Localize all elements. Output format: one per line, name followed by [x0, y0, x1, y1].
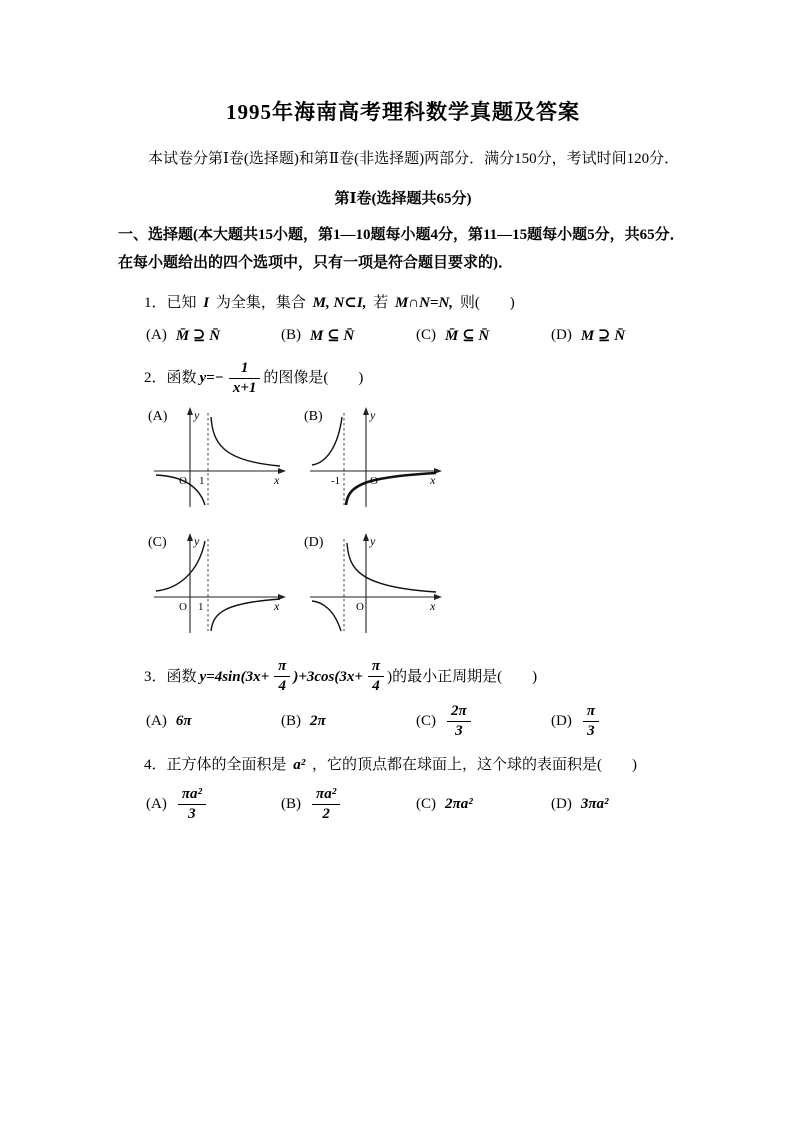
q4-option-a-den: 3 [188, 806, 196, 822]
graph-c-label: (C) [148, 535, 167, 551]
graph-b-label: (B) [304, 409, 323, 425]
q3-options [146, 702, 688, 741]
q3-text-2: )的最小正周期是( ) [387, 668, 538, 685]
q2-stem [144, 359, 688, 398]
q3-option-a [146, 713, 281, 730]
q1-option-c [416, 326, 551, 345]
q1-options [146, 323, 688, 349]
q3-fraction-1 [274, 657, 290, 696]
q1-option-c-value: M̄ ⊆ N̄ [445, 328, 490, 345]
q2-expr-pre: y=− [199, 370, 224, 386]
q3-fraction-1-den: 4 [278, 678, 286, 694]
q3-option-c-num: 2π [447, 702, 471, 722]
q2-fraction-num: 1 [229, 359, 261, 379]
q4-option-b-label: (B) [281, 796, 301, 812]
q3-option-d-fraction [583, 702, 599, 741]
question-1 [118, 290, 688, 349]
part1-header: 第Ⅰ卷(选择题共65分) [334, 190, 472, 207]
q4-option-d [551, 796, 609, 813]
q4-text-2: ，它的顶点都在球面上，这个球的表面积是( ) [312, 757, 638, 774]
section1-instructions: 一、选择题(本大题共15小题，第1—10题每小题4分，第11—15题每小题5分，共65分．在每小题给出的四个选项中，只有一项是符合题目要求的)． [118, 226, 685, 272]
svg-text:x: x [274, 473, 280, 488]
svg-text:x: x [274, 599, 280, 614]
q3-option-a-label: (A) [146, 712, 167, 729]
q3-option-d-den: 3 [587, 722, 595, 739]
q1-text-2: 为全集，集合 [215, 294, 306, 311]
q1-math-2: M, N⊂I, [312, 294, 367, 311]
graph-c-plot [148, 531, 294, 643]
q2-text-2: 的图像是( ) [263, 370, 364, 386]
svg-text:1: 1 [199, 475, 205, 488]
q4-option-d-value: 3πa² [580, 796, 609, 812]
svg-text:x: x [430, 473, 436, 488]
question-4 [118, 752, 688, 824]
q4-option-d-label: (D) [551, 796, 572, 812]
doc-title: 1995年海南高考理科数学真题及答案 [226, 100, 580, 124]
svg-text:O: O [370, 475, 378, 488]
svg-text:y: y [370, 408, 376, 423]
q3-option-b-label: (B) [281, 712, 301, 729]
q1-option-a [146, 326, 281, 345]
graph-b-plot [304, 405, 450, 517]
graph-panel-b [304, 405, 450, 517]
q2-answer-graphs [148, 405, 688, 643]
graph-panel-a [148, 405, 294, 517]
q4-option-a-fraction [178, 785, 206, 824]
q3-fraction-2-den: 4 [372, 678, 380, 694]
svg-text:O: O [179, 601, 187, 614]
q4-option-a-num: πa² [178, 785, 206, 805]
graph-row-2 [148, 531, 688, 643]
q3-fraction-1-num: π [274, 657, 290, 677]
q1-option-a-label: (A) [146, 327, 167, 344]
q4-option-b-fraction [312, 785, 340, 824]
q3-stem [144, 657, 688, 696]
q3-fraction-2-num: π [368, 657, 384, 677]
svg-text:x: x [430, 599, 436, 614]
q3-math-2: )+3cos(3x+ [293, 668, 363, 685]
q1-text-4: 则( ) [459, 294, 515, 311]
svg-text:O: O [356, 601, 364, 614]
q3-option-d-num: π [583, 702, 599, 722]
question-3 [118, 657, 688, 740]
q3-option-c-label: (C) [416, 712, 436, 729]
q3-option-d [551, 702, 601, 741]
q3-option-c [416, 702, 551, 741]
q4-option-c [416, 796, 551, 813]
graph-panel-c [148, 531, 294, 643]
q1-math-3: M∩N=N, [394, 294, 454, 311]
q1-text-3: 若 [373, 294, 389, 311]
q4-option-a [146, 785, 281, 824]
svg-text:y: y [370, 534, 376, 549]
q2-fraction-den: x+1 [232, 379, 257, 396]
q4-stem [144, 752, 688, 779]
q1-option-b [281, 326, 416, 345]
graph-panel-d [304, 531, 450, 643]
q2-text-1: 2．函数 [144, 370, 197, 386]
svg-text:y: y [194, 408, 200, 423]
graph-row-1 [148, 405, 688, 517]
q3-option-c-fraction [447, 702, 471, 741]
q1-option-b-value: M ⊆ N̄ [310, 328, 355, 345]
q3-text-1: 3．函数 [144, 668, 197, 685]
q1-math-1: I [203, 294, 210, 311]
svg-text:y: y [194, 534, 200, 549]
q1-option-a-value: M̄ ⊇ N̄ [175, 328, 221, 345]
q1-option-c-label: (C) [416, 327, 436, 344]
q3-option-c-den: 3 [455, 722, 463, 739]
q3-option-b-value: 2π [310, 712, 326, 729]
q4-text-1: 4．正方体的全面积是 [144, 757, 287, 774]
q4-option-b-den: 2 [322, 806, 330, 822]
q4-option-c-label: (C) [416, 796, 436, 812]
q3-fraction-2 [368, 657, 384, 696]
q3-option-b [281, 713, 416, 730]
intro-paragraph: 本试卷分第Ⅰ卷(选择题)和第Ⅱ卷(非选择题)两部分．满分150分，考试时间120分． [148, 151, 680, 167]
graph-a-label: (A) [148, 409, 168, 425]
q3-math-1: y=4sin(3x+ [199, 668, 270, 685]
q4-option-a-label: (A) [146, 796, 167, 812]
q4-option-b [281, 785, 416, 824]
svg-text:1: 1 [198, 601, 204, 614]
svg-text:O: O [179, 475, 187, 488]
q1-stem [144, 290, 688, 317]
q3-option-a-value: 6π [175, 712, 192, 729]
q1-option-d-value: M ⊇ N̄ [580, 328, 626, 345]
question-2 [118, 359, 688, 644]
graph-d-plot [304, 531, 450, 643]
graph-a-plot [148, 405, 294, 517]
q1-option-b-label: (B) [281, 327, 301, 344]
q4-option-b-num: πa² [312, 785, 340, 805]
graph-d-label: (D) [304, 535, 324, 551]
q2-fraction [229, 359, 261, 398]
q3-option-d-label: (D) [551, 712, 572, 729]
q1-text-1: 1．已知 [144, 294, 197, 311]
svg-text:-1: -1 [331, 475, 341, 488]
q4-math-1: a² [293, 757, 306, 774]
q4-option-c-value: 2πa² [445, 796, 473, 812]
q1-option-d [551, 326, 625, 345]
q1-option-d-label: (D) [551, 327, 572, 344]
q4-options [146, 785, 688, 824]
